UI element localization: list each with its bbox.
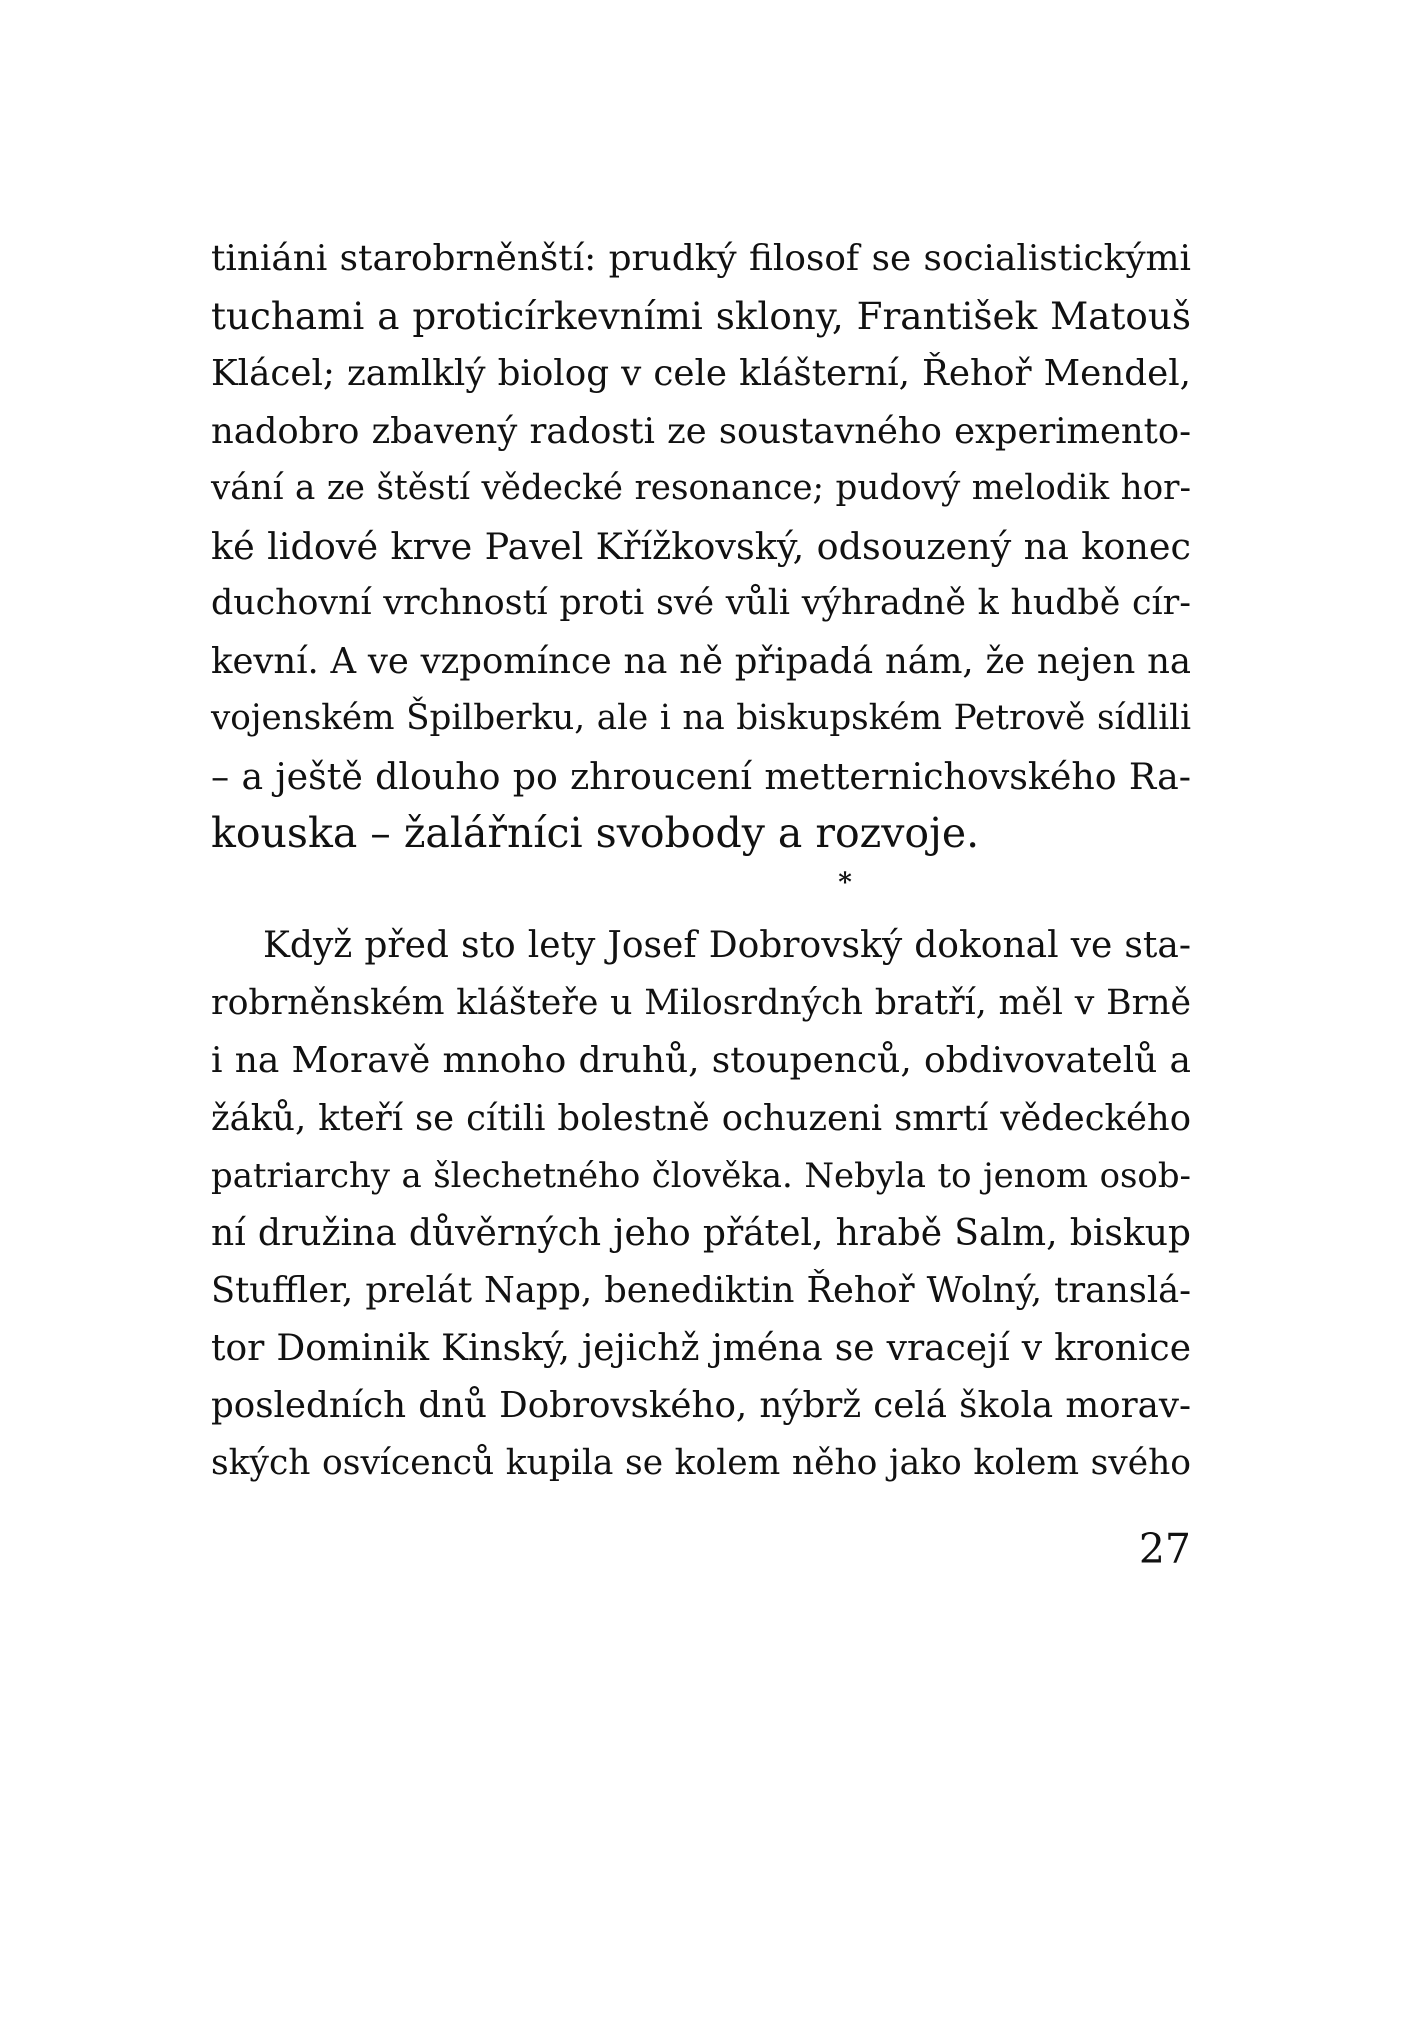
text-line: – a ještě dlouho po zhroucení metternichovského Ra- — [211, 754, 1191, 798]
text-line: posledních dnů Dobrovského, nýbrž celá škola morav- — [211, 1385, 1191, 1426]
text-line: robrněnském klášteře u Milosrdných bratří, měl v Brně — [211, 982, 1191, 1023]
text-line: Klácel; zamlklý biolog v cele klášterní, Řehoř Mendel, — [211, 353, 1191, 394]
text-line: Stuffler, prelát Napp, benediktin Řehoř Wolný, translá- — [211, 1270, 1191, 1311]
text-line: vání a ze štěstí vědecké resonance; pudový melodik hor- — [211, 468, 1191, 508]
text-line: vojenském Špilberku, ale i na biskupském Petrově sídlili — [211, 698, 1191, 738]
paragraph-2 — [211, 917, 1191, 1492]
text-line: Když před sto lety Josef Dobrovský dokonal ve sta- — [263, 925, 1191, 966]
text-line: žáků, kteří se cítili bolestně ochuzeni smrtí vědeckého — [211, 1097, 1191, 1139]
text-line: ké lidové krve Pavel Křížkovský, odsouzený na konec — [211, 524, 1191, 568]
text-line: tuchami a proticírkevními sklony, František Matouš — [211, 293, 1191, 338]
text-line: ní družina důvěrných jeho přátel, hrabě Salm, biskup — [211, 1211, 1191, 1254]
text-line: i na Moravě mnoho druhů, stoupenců, obdivovatelů a — [211, 1040, 1191, 1081]
text-line: tor Dominik Kinský, jejichž jména se vracejí v kronice — [211, 1327, 1191, 1369]
text-line: kouska – žalářníci svobody a rozvoje. — [211, 809, 980, 857]
page-number: 27 — [1138, 1525, 1191, 1573]
text-line: tiniáni starobrněnští: prudký filosof se socialistickými — [211, 238, 1191, 279]
text-line: duchovní vrchností proti své vůli výhradně k hudbě cír- — [211, 583, 1191, 623]
section-separator-asterisk: * — [838, 868, 852, 898]
paragraph-1 — [211, 230, 1191, 863]
text-line: patriarchy a šlechetného člověka. Nebyla to jenom osob- — [211, 1156, 1191, 1195]
text-line: kevní. A ve vzpomínce na ně připadá nám, že nejen na — [211, 640, 1191, 682]
text-line: ských osvícenců kupila se kolem něho jako kolem svého — [211, 1442, 1191, 1483]
text-line: nadobro zbavený radosti ze soustavného experimento- — [211, 410, 1191, 452]
